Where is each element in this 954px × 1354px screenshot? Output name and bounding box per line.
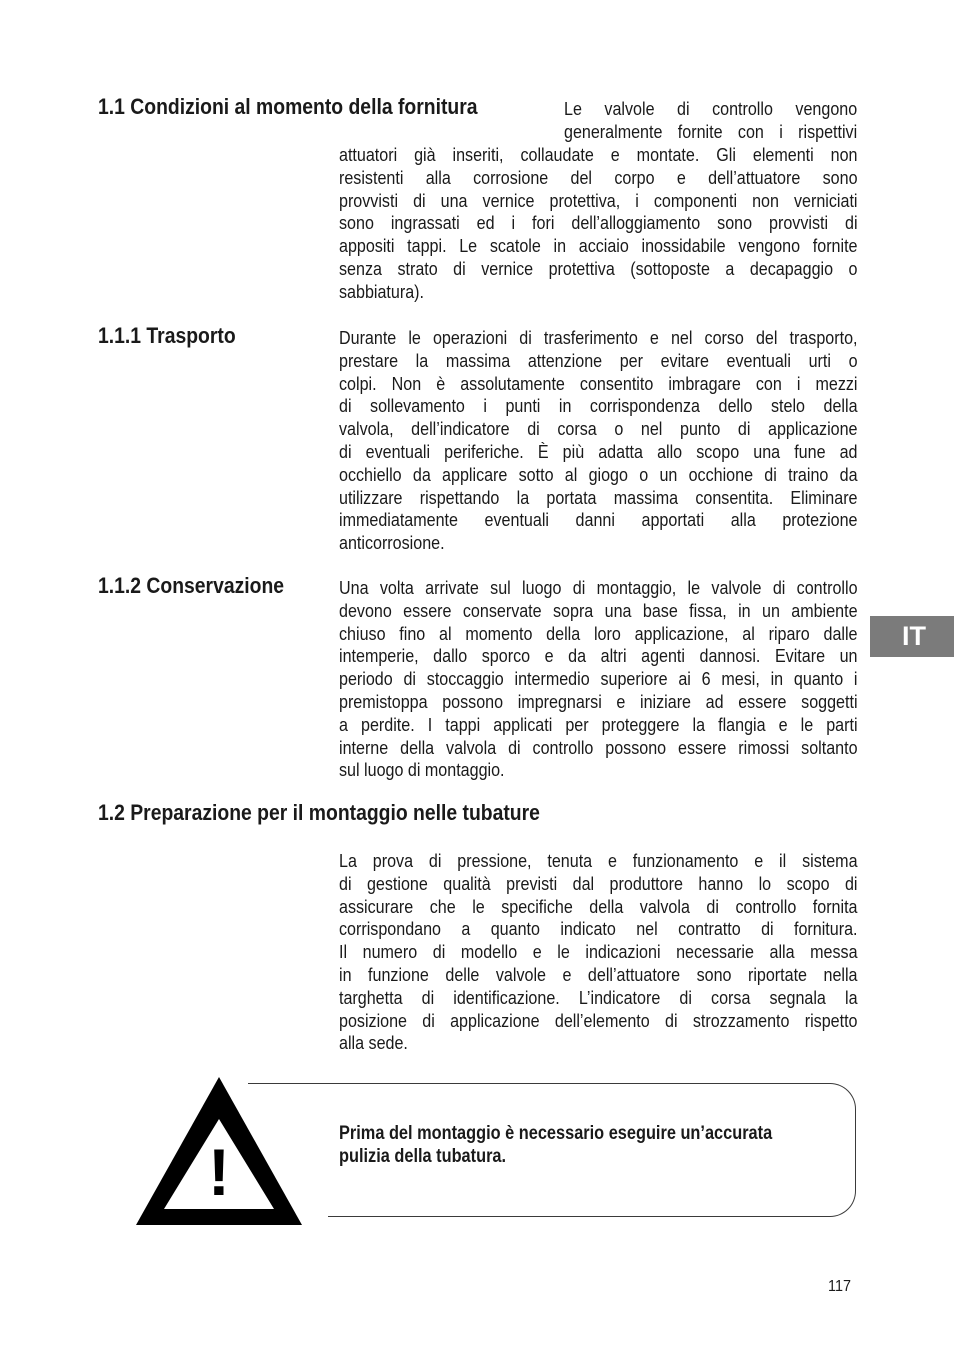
body-line: alla sede. <box>339 1032 408 1054</box>
body-line: senza strato di vernice protettiva (sottoposte a decapaggio o <box>339 257 858 279</box>
body-line: devono essere conservate sopra una base fissa, in un ambiente <box>339 599 858 621</box>
body-line: La prova di pressione, tenuta e funzionamento e il sistema <box>339 850 858 871</box>
warning-text <box>339 1122 772 1168</box>
body-line: intemperie, dallo sporco e da altri agenti dannosi. Evitare un <box>339 645 858 667</box>
body-line: a perdite. I tappi applicati per proteggere la flangia e le parti <box>339 713 858 735</box>
body-line: Il numero di modello e le indicazioni necessarie alla messa <box>339 941 858 963</box>
body-line: sabbiatura). <box>339 280 425 302</box>
section-body-conditions <box>339 144 858 304</box>
section-body-conditions-intro <box>564 98 857 144</box>
section-heading-conditions: 1.1 Condizioni al momento della fornitura <box>98 94 478 119</box>
warning-symbol: ! <box>208 1135 230 1209</box>
body-line: Le valvole di controllo vengono <box>564 98 858 119</box>
section-body-installation-prep <box>339 850 858 1055</box>
body-line: Una volta arrivate sul luogo di montaggio, le valvole di controllo <box>339 577 858 598</box>
language-tab: IT <box>870 616 954 657</box>
warning-line: Prima del montaggio è necessario eseguire un’accurata <box>339 1123 773 1144</box>
body-line: di gestione qualità previsti dal produttore hanno lo scopo di <box>339 872 858 894</box>
body-line: colpi. Non è assolutamente consentito imbragare con i mezzi <box>339 372 858 394</box>
section-heading-storage: 1.1.2 Conservazione <box>98 573 285 598</box>
body-line: sono ingrassati ed i fori dell’alloggiamento sono provvisti di <box>339 212 858 234</box>
body-line: resistenti alla corrosione del corpo e dell’attuatore sono <box>339 166 858 188</box>
section-body-transport <box>339 327 858 555</box>
body-line: prestare la massima attenzione per evitare eventuali urti o <box>339 349 858 371</box>
body-line: generalmente fornite con i rispettivi <box>564 120 858 142</box>
body-line: immediatamente eventuali danni apportati alla protezione <box>339 509 858 531</box>
body-line: assicurare che le specifiche della valvola di controllo fornita <box>339 895 858 917</box>
body-line: interne della valvola di controllo possono essere rimossi soltanto <box>339 736 858 758</box>
body-line: utilizzare rispettando la portata massima consentita. Eliminare <box>339 486 858 508</box>
warning-line: pulizia della tubatura. <box>339 1146 507 1167</box>
section-heading-transport: 1.1.1 Trasporto <box>98 323 236 348</box>
body-line: in funzione delle valvole e dell’attuatore sono riportate nella <box>339 963 858 985</box>
body-line: sul luogo di montaggio. <box>339 759 505 781</box>
body-line: corrispondano a quanto indicato nel contratto di fornitura. <box>339 918 858 940</box>
body-line: valvola, dell’indicatore di corsa o nel punto di applicazione <box>339 418 858 440</box>
body-line: targhetta di identificazione. L’indicatore di corsa segnala la <box>339 986 858 1008</box>
body-line: periodo di stoccaggio intermedio superiore ai 6 mesi, in quanto i <box>339 668 858 690</box>
body-line: premistoppa possono impregnarsi e iniziare ad essere soggetti <box>339 690 858 712</box>
body-line: attuatori già inseriti, collaudate e montate. Gli elementi non <box>339 144 858 165</box>
body-line: provvisti di una vernice protettiva, i componenti non verniciati <box>339 189 858 211</box>
body-line: anticorrosione. <box>339 532 445 554</box>
body-line: di eventuali periferiche. È più adatta allo scopo una fune ad <box>339 440 858 462</box>
body-line: appositi tappi. Le scatole in acciaio inossidabile vengono fornite <box>339 235 858 257</box>
body-line: chiuso fino al momento della loro applicazione, al riparo dalle <box>339 622 858 644</box>
section-body-storage <box>339 577 858 782</box>
body-line: occhiello da applicare sotto al giogo o un occhione di traino da <box>339 463 858 485</box>
section-heading-installation-prep: 1.2 Preparazione per il montaggio nelle tubature <box>98 800 540 825</box>
warning-triangle-icon <box>134 1075 304 1227</box>
body-line: posizione di applicazione dell’elemento di strozzamento rispetto <box>339 1009 858 1031</box>
body-line: di sollevamento i punti in corrispondenza dello stelo della <box>339 395 858 417</box>
page-number: 117 <box>828 1278 851 1295</box>
body-line: Durante le operazioni di trasferimento e nel corso del trasporto, <box>339 327 858 348</box>
